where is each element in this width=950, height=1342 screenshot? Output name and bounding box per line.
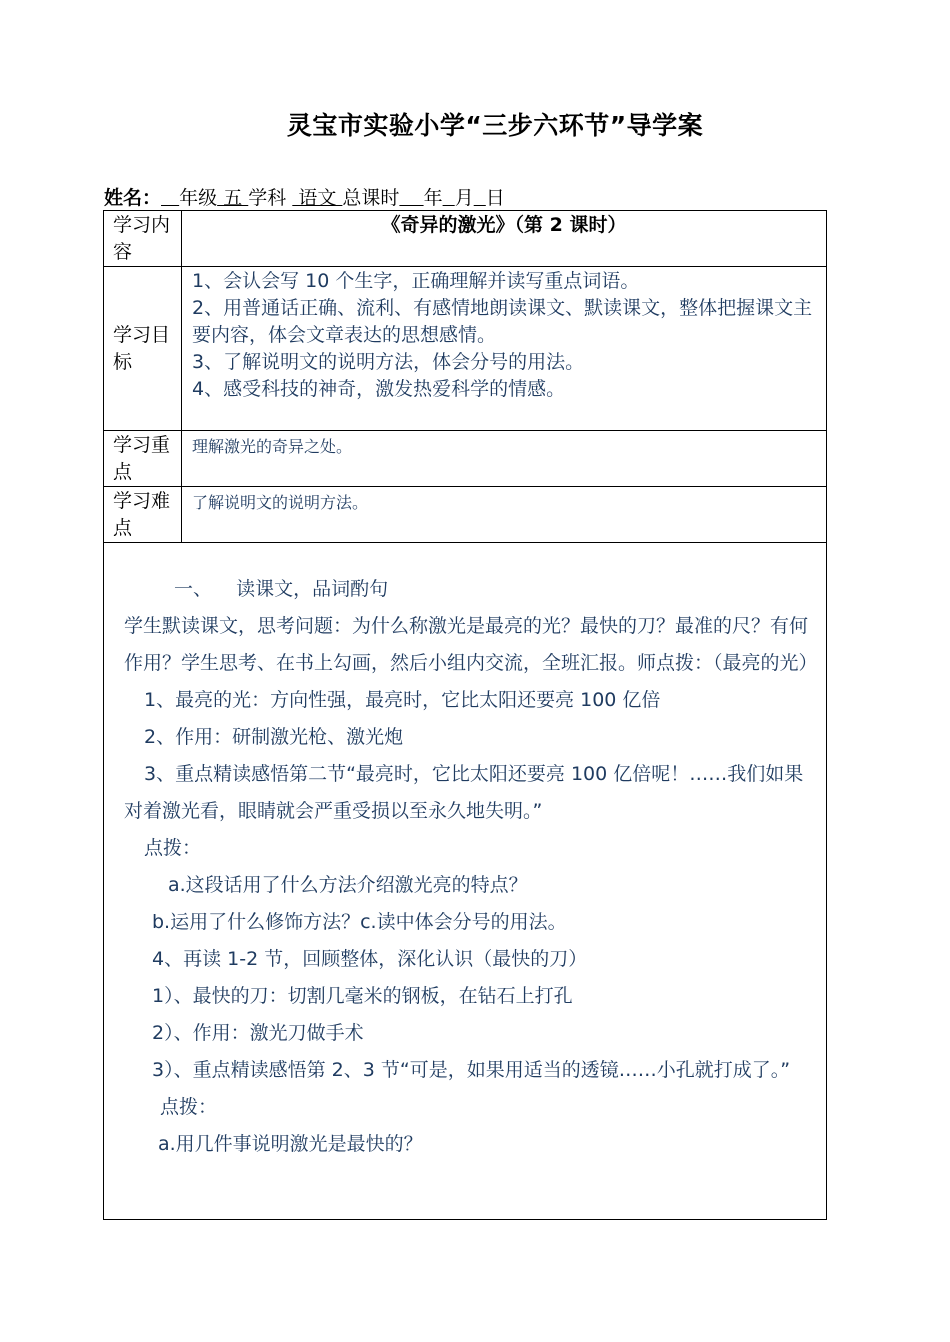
month-blank bbox=[443, 187, 455, 209]
grade-label: 年级 bbox=[179, 187, 218, 209]
row-goals bbox=[104, 267, 827, 431]
header-info-line bbox=[104, 183, 505, 210]
key-points-value: 理解激光的奇异之处。 bbox=[182, 431, 827, 487]
year-label: 年 bbox=[423, 187, 443, 209]
content-label: 学习内容 bbox=[104, 211, 182, 267]
row-key-points bbox=[104, 431, 827, 487]
subject-value: 语文 bbox=[292, 187, 343, 209]
body-paragraph: 4、再读 1-2 节，回顾整体，深化认识（最快的刀） bbox=[152, 948, 588, 970]
goals-list bbox=[182, 267, 827, 431]
body-paragraph: 3、重点精读感悟第二节“最亮时，它比太阳还要亮 100 亿倍呢！……我们如果对着激光看，眼睛就会严重受损以至永久地失明。” bbox=[124, 763, 804, 822]
body-paragraph: b.运用了什么修饰方法？c.读中体会分号的用法。 bbox=[152, 911, 567, 933]
month-label: 月 bbox=[454, 187, 474, 209]
goal-item: 1、会认会写 10 个生字，正确理解并读写重点词语。 bbox=[192, 270, 640, 292]
body-paragraph: 2）、作用：激光刀做手术 bbox=[152, 1022, 364, 1044]
content-value: 《奇异的激光》（第 2 课时） bbox=[182, 211, 827, 267]
subject-label: 学科 bbox=[248, 187, 293, 209]
total-lessons-blank bbox=[399, 187, 423, 209]
body-paragraph: 学生默读课文，思考问题：为什么称激光是最亮的光？最快的刀？最准的尺？有何作用？学生思考、在书上勾画，然后小组内交流，全班汇报。师点拨：（最亮的光） bbox=[124, 615, 818, 674]
difficulty-value: 了解说明文的说明方法。 bbox=[182, 487, 827, 543]
body-paragraph: 点拨： bbox=[144, 837, 202, 859]
body-paragraph: 1）、最快的刀：切割几毫米的钢板，在钻石上打孔 bbox=[152, 985, 573, 1007]
name-label: 姓名： bbox=[104, 187, 162, 209]
goal-item: 3、了解说明文的说明方法，体会分号的用法。 bbox=[192, 351, 585, 373]
section-title: 一、 读课文，品词酌句 bbox=[174, 578, 389, 600]
lesson-plan-table bbox=[103, 210, 827, 1220]
row-body bbox=[104, 543, 827, 1220]
day-blank bbox=[474, 187, 486, 209]
difficulty-label: 学习难点 bbox=[104, 487, 182, 543]
row-difficulty bbox=[104, 487, 827, 543]
body-paragraph: 点拨： bbox=[160, 1096, 218, 1118]
total-lessons-label: 总课时 bbox=[342, 187, 400, 209]
goal-item: 2、用普通话正确、流利、有感情地朗读课文、默读课文，整体把握课文主要内容，体会文章表达的思想感情。 bbox=[192, 297, 813, 346]
body-paragraph: a.这段话用了什么方法介绍激光亮的特点？ bbox=[168, 874, 528, 896]
day-label: 日 bbox=[485, 187, 505, 209]
key-points-label: 学习重点 bbox=[104, 431, 182, 487]
body-paragraph: a.用几件事说明激光是最快的？ bbox=[158, 1133, 423, 1155]
body-paragraph: 3）、重点精读感悟第 2、3 节“可是，如果用适当的透镜……小孔就打成了。” bbox=[152, 1059, 791, 1081]
lesson-body bbox=[104, 543, 827, 1220]
page-title: 灵宝市实验小学“三步六环节”导学案 bbox=[286, 111, 704, 140]
goals-label: 学习目标 bbox=[104, 267, 182, 431]
grade-value: 五 bbox=[217, 187, 249, 209]
row-content bbox=[104, 211, 827, 267]
goal-item: 4、感受科技的神奇，激发热爱科学的情感。 bbox=[192, 378, 566, 400]
body-paragraph: 1、最亮的光：方向性强，最亮时，它比太阳还要亮 100 亿倍 bbox=[144, 689, 661, 711]
name-blank bbox=[161, 187, 179, 209]
body-paragraph: 2、作用：研制激光枪、激光炮 bbox=[144, 726, 404, 748]
